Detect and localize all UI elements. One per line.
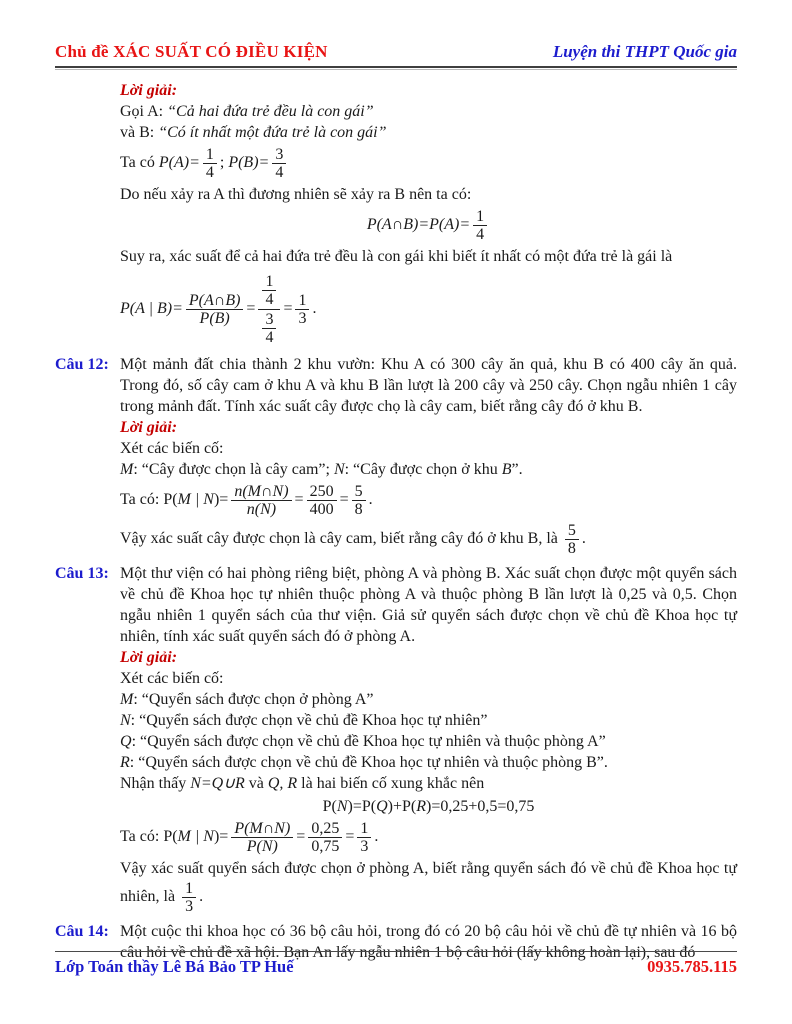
fraction-pb: $\frac{3}{4}$ bbox=[272, 146, 286, 181]
period: . bbox=[581, 530, 586, 548]
event-q-definition: Q: “Quyển sách được chọn về chủ đề Khoa học tự nhiên và thuộc phòng A” bbox=[120, 733, 606, 750]
period: . bbox=[374, 828, 379, 846]
page-footer bbox=[55, 951, 737, 977]
fraction-pab-over-pb: $\frac{P(A\cap B)}{P(B)}$ bbox=[186, 292, 244, 327]
header-rule bbox=[55, 66, 737, 70]
event-n-definition: N: “Quyển sách được chọn về chủ đề Khoa học tự nhiên” bbox=[120, 712, 488, 729]
question-13-label: Câu 13: bbox=[55, 565, 109, 582]
question-13-body: Một thư viện có hai phòng riêng biệt, phòng A và phòng B. Xác suất chọn được một quyển sách về chủ đề Khoa học tự nhiên thuộc phòng A và thuộc phòng B lần lượt là 0,25 và 0,5. Chọn ngẫu nhiên 1 quyển sách của thư viện. Giả sử quyển sách được chọn về chủ đề Khoa học tự nhiên, tính xác suất quyển sách đó ở phòng A. bbox=[120, 565, 737, 645]
header-topic-title: Chủ đề XÁC SUẤT CÓ ĐIỀU KIỆN bbox=[55, 42, 328, 61]
formula-conditional-q13: Ta có: P(M | N)= $\frac{P(M\cap N)}{P(N)}$ = $\frac{0,25}{0,75}$ = $\frac{1}{3}$ . bbox=[120, 820, 379, 855]
fraction-result: $\frac{1}{3}$ bbox=[295, 292, 309, 327]
intersection-lhs: P(A∩B)=P(A)= bbox=[366, 216, 471, 234]
footer-class-name: Lớp Toán thầy Lê Bá Bảo TP Huế bbox=[55, 957, 294, 976]
fraction-250-400: $\frac{250}{400}$ bbox=[307, 483, 337, 518]
solution-block-q11 bbox=[120, 80, 737, 348]
event-a-prefix: Gọi A: bbox=[120, 103, 168, 120]
period: . bbox=[368, 491, 373, 509]
period: . bbox=[312, 300, 317, 318]
fraction-nested-den: $\frac{3}{4}$ bbox=[262, 311, 276, 346]
conclusion-q13: Vậy xác suất quyển sách được chọn ở phòng A, biết rằng quyển sách đó về chủ đề Khoa học tự nhiên, là $\frac{1}{3}$ . bbox=[120, 860, 737, 915]
page-header bbox=[55, 0, 737, 62]
question-14-label: Câu 14: bbox=[55, 923, 109, 940]
footer-phone-number: 0935.785.115 bbox=[647, 957, 737, 976]
event-b-prefix: và B: bbox=[120, 124, 159, 141]
header-exam-series: Luyện thi THPT Quốc gia bbox=[552, 42, 737, 61]
event-b-definition bbox=[120, 122, 737, 143]
formula-conditional-bayes bbox=[120, 271, 737, 348]
formula-intersection bbox=[120, 207, 737, 244]
solution-heading: Lời giải: bbox=[120, 419, 178, 436]
union-observation-line: Nhận thấy N=Q∪R và Q, R là hai biến cố xung khắc nên bbox=[120, 775, 485, 792]
footer-rule bbox=[55, 951, 737, 952]
equals-sign: = bbox=[246, 300, 256, 318]
prob-b-lhs: P(B)= bbox=[228, 154, 270, 172]
formula-total-probability: P(N)=P(Q)+P(R)=0,25+0,5=0,75 bbox=[322, 798, 535, 815]
formula-conditional-q12: Ta có: P(M | N)= $\frac{n(M\cap N)}{n(N)}$ = $\frac{250}{400}$ = $\frac{5}{8}$ . bbox=[120, 483, 373, 518]
equals-sign: = bbox=[283, 300, 293, 318]
event-b-quote: “Có ít nhất một đứa trẻ là con gái” bbox=[158, 124, 387, 141]
separator: ; bbox=[219, 154, 229, 172]
consider-events-line: Xét các biến cố: bbox=[120, 670, 224, 687]
solution-block-q12 bbox=[120, 417, 737, 558]
question-13 bbox=[55, 563, 737, 647]
fraction-quarter: $\frac{1}{4}$ bbox=[473, 208, 487, 243]
fraction-025-075: $\frac{0,25}{0,75}$ bbox=[308, 820, 342, 855]
fraction-5-8: $\frac{5}{8}$ bbox=[352, 483, 366, 518]
consider-events-line: Xét các biến cố: bbox=[120, 440, 224, 457]
conclusion-intro: Suy ra, xác suất để cả hai đứa trẻ đều là con gái khi biết ít nhất có một đứa trẻ là gái là bbox=[120, 248, 673, 265]
fraction-pa: $\frac{1}{4}$ bbox=[203, 146, 217, 181]
solution-block-q13 bbox=[120, 647, 737, 916]
solution-heading: Lời giải: bbox=[120, 649, 178, 666]
question-14-body: Một cuộc thi khoa học có 36 bộ câu hỏi, trong đó có 20 bộ câu hỏi về chủ đề tự nhiên và 16 bộ câu hỏi về chủ đề xã hội. Bạn An lấy ngẫu nhiên 1 bộ câu hỏi (lấy không hoàn lại), sau đó bbox=[120, 923, 737, 961]
taco-label: Ta có bbox=[120, 154, 159, 172]
prob-a-lhs: P(A)= bbox=[158, 154, 200, 172]
event-a-quote: “Cả hai đứa trẻ đều là con gái” bbox=[167, 103, 374, 120]
reasoning-line: Do nếu xảy ra A thì đương nhiên sẽ xảy ra B nên ta có: bbox=[120, 186, 472, 203]
solution-heading: Lời giải: bbox=[120, 82, 178, 99]
fraction-5-8-conclusion: $\frac{5}{8}$ bbox=[565, 522, 579, 557]
event-a-definition bbox=[120, 101, 737, 122]
event-r-definition: R: “Quyển sách được chọn về chủ đề Khoa học tự nhiên và thuộc phòng B”. bbox=[120, 754, 608, 771]
question-12-body: Một mảnh đất chia thành 2 khu vườn: Khu A có 300 cây ăn quả, khu B có 400 cây ăn quả. Trong đó, số cây cam ở khu A và khu B lần lượt là 200 cây và 250 cây. Chọn ngẫu nhiên 1 cây trong mảnh đất. Tính xác suất cây được chọ là cây cam, biết rằng cây đó ở khu B. bbox=[120, 356, 737, 415]
prob-a-and-b-line bbox=[120, 145, 737, 182]
taco-label: Ta có: bbox=[120, 491, 164, 509]
bayes-lhs: P(A | B)= bbox=[120, 300, 183, 318]
fraction-nested-num: $\frac{1}{4}$ bbox=[262, 273, 276, 308]
period: . bbox=[199, 888, 204, 906]
question-12 bbox=[55, 354, 737, 417]
fraction-1-3-conclusion: $\frac{1}{3}$ bbox=[182, 880, 196, 915]
taco-label: Ta có: bbox=[120, 828, 164, 846]
events-mn-definition: M: “Cây được chọn là cây cam”; N: “Cây được chọn ở khu B”. bbox=[120, 461, 523, 478]
fraction-1-3: $\frac{1}{3}$ bbox=[357, 820, 371, 855]
event-m-definition: M: “Quyển sách được chọn ở phòng A” bbox=[120, 691, 374, 708]
question-12-label: Câu 12: bbox=[55, 356, 109, 373]
fraction-probs: $\frac{P(M\cap N)}{P(N)}$ bbox=[231, 820, 293, 855]
fraction-nested bbox=[258, 272, 280, 347]
conclusion-q12: Vậy xác suất cây được chọn là cây cam, biết rằng cây đó ở khu B, là $\frac{5}{8}$ . bbox=[120, 522, 586, 557]
fraction-counts: $\frac{n(M\cap N)}{n(N)}$ bbox=[231, 483, 291, 518]
